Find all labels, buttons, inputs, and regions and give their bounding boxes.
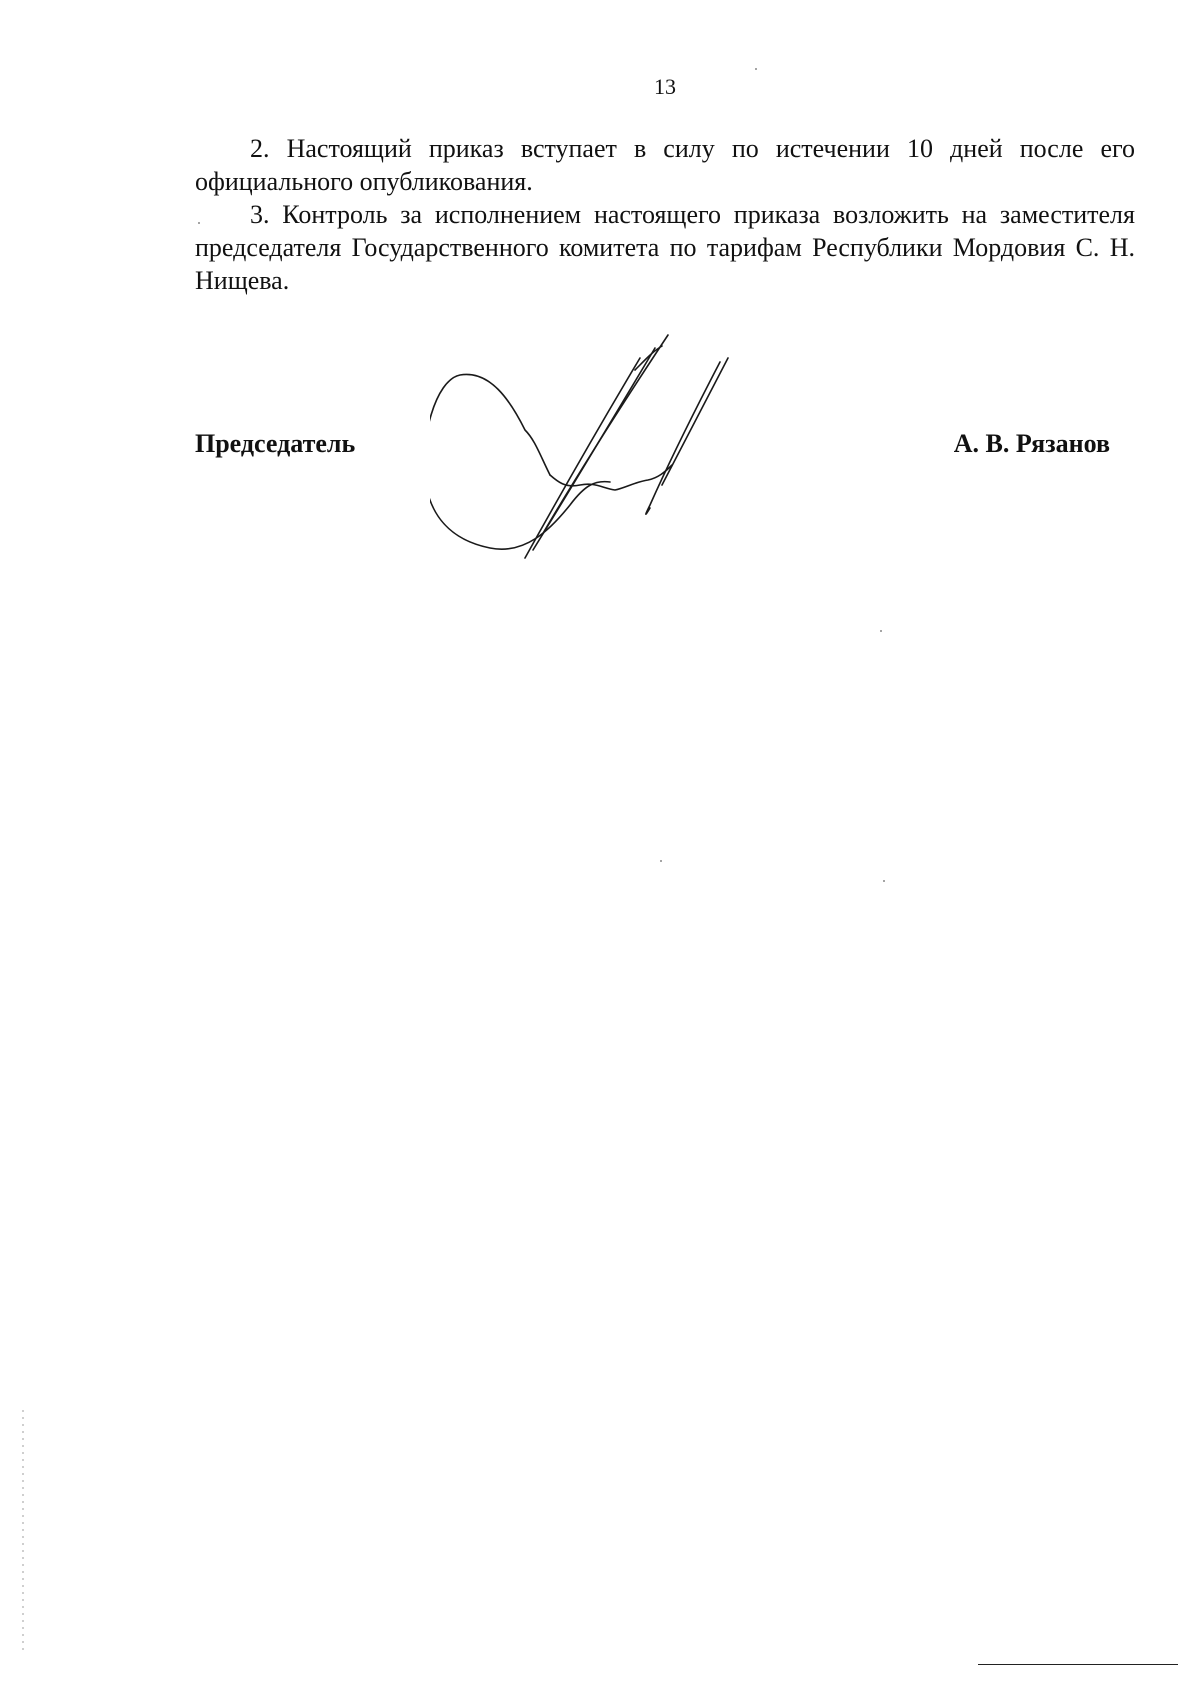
bottom-rule [978,1664,1178,1665]
paragraph-2: 2. Настоящий приказ вступает в силу по истечении 10 дней после его официального опубликования. [195,134,1135,196]
scan-speck [883,880,885,882]
scan-edge-noise [22,1410,24,1650]
scan-speck [880,630,882,632]
document-body [195,132,1135,297]
paragraph-3: 3. Контроль за исполнением настоящего приказа возложить на заместителя председателя Государственного комитета по тарифам Республики Мордовия С. Н. Нищева. [195,200,1135,295]
scan-speck [755,68,757,70]
signatory-role: Председатель [195,429,356,458]
signatory-name: А. В. Рязанов [953,429,1110,458]
scan-speck [198,222,200,224]
signature-block [195,428,1110,468]
scan-speck [660,860,662,862]
page-number: 13 [654,74,676,99]
